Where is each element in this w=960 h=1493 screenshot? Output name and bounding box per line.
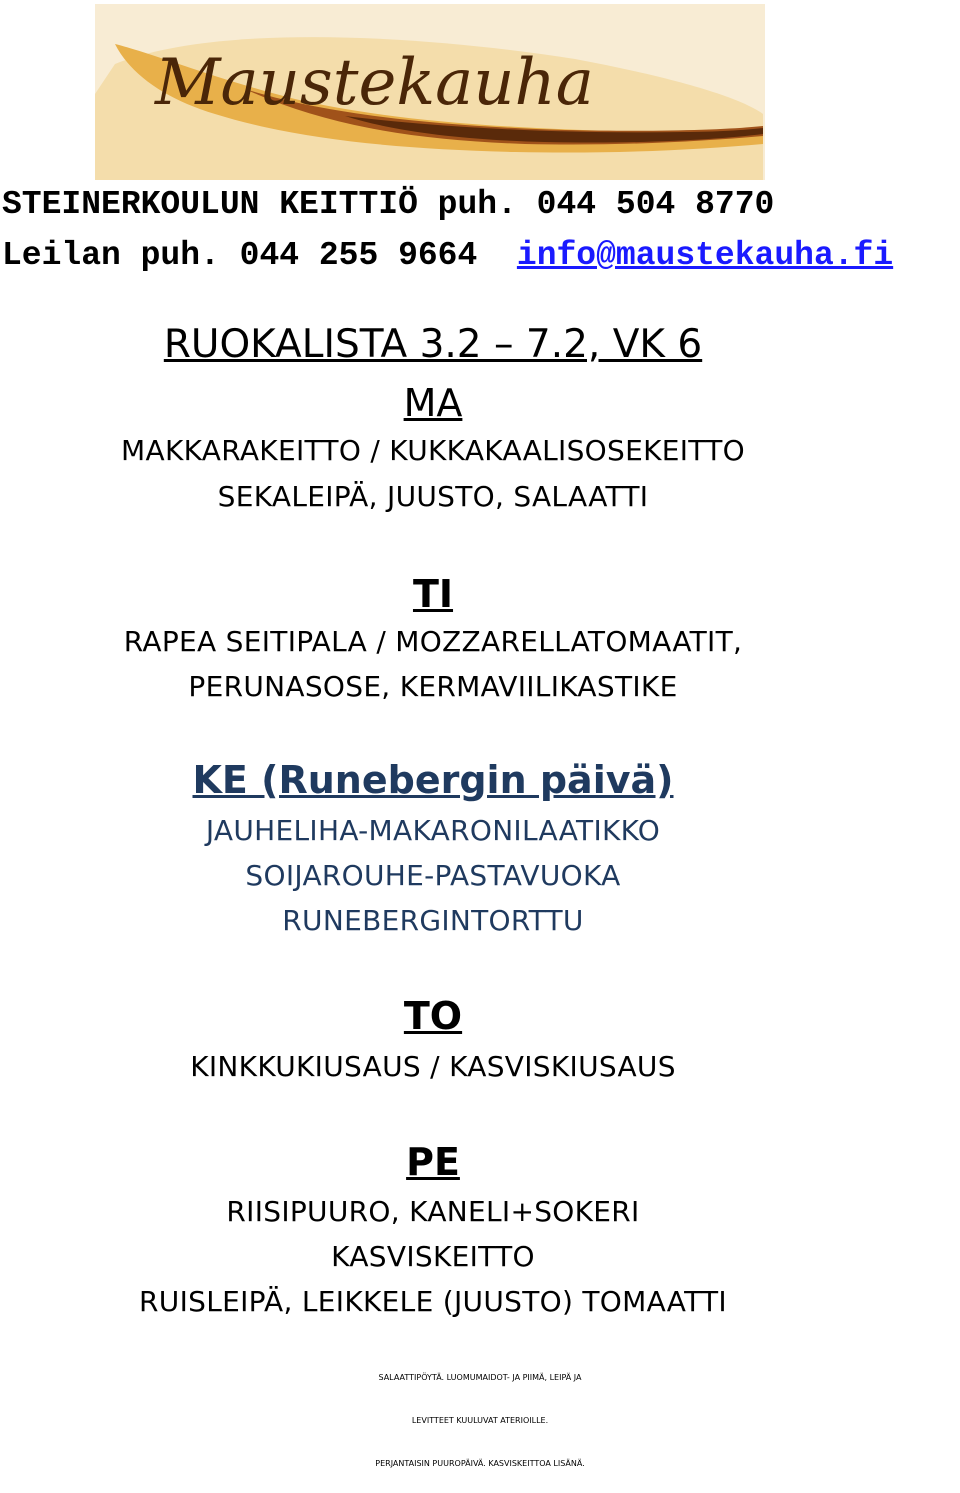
day-heading-pe: PE <box>406 1140 460 1184</box>
leila-phone-line <box>2 237 893 274</box>
leila-phone: Leilan puh. 044 255 9664 <box>2 237 478 274</box>
day-heading-to: TO <box>403 994 463 1038</box>
menu-item: MAKKARAKEITTO / KUKKAKAALISOSEKEITTO <box>121 434 745 467</box>
footer-line: SALAATTIPÖYTÄ. LUOMUMAIDOT- JA PIIMÄ, LEIPÄ JA <box>378 1373 582 1382</box>
day-heading-ti: TI <box>412 572 454 616</box>
day-heading-ke: KE (Runebergin päivä) <box>192 758 674 802</box>
menu-item: JAUHELIHA-MAKARONILAATIKKO <box>205 814 661 847</box>
day-heading-ma: MA <box>403 381 463 425</box>
menu-item: RUISLEIPÄ, LEIKKELE (JUUSTO) TOMAATTI <box>139 1285 727 1318</box>
footer-line: PERJANTAISIN PUUROPÄIVÄ. KASVISKEITTOA LISÄNÄ. <box>375 1459 585 1468</box>
menu-item: RIISIPUURO, KANELI+SOKERI <box>226 1195 640 1228</box>
email-link[interactable]: info@maustekauha.fi <box>516 237 894 274</box>
menu-item: PERUNASOSE, KERMAVIILIKASTIKE <box>188 670 678 703</box>
menu-item: RAPEA SEITIPALA / MOZZARELLATOMAATIT, <box>123 625 743 658</box>
menu-item: RUNEBERGINTORTTU <box>282 904 584 937</box>
menu-item: SEKALEIPÄ, JUUSTO, SALAATTI <box>217 480 649 513</box>
maustekauha-logo <box>95 4 765 180</box>
menu-item: KINKKUKIUSAUS / KASVISKIUSAUS <box>190 1050 676 1083</box>
menu-title: RUOKALISTA 3.2 – 7.2, VK 6 <box>163 322 703 367</box>
menu-item: SOIJAROUHE-PASTAVUOKA <box>245 859 621 892</box>
logo-wordmark: Maustekauha <box>155 46 594 120</box>
menu-item: KASVISKEITTO <box>331 1240 535 1273</box>
footer-line: LEVITTEET KUULUVAT ATERIOILLE. <box>411 1416 549 1425</box>
kitchen-phone-line: STEINERKOULUN KEITTIÖ puh. 044 504 8770 <box>2 186 775 223</box>
